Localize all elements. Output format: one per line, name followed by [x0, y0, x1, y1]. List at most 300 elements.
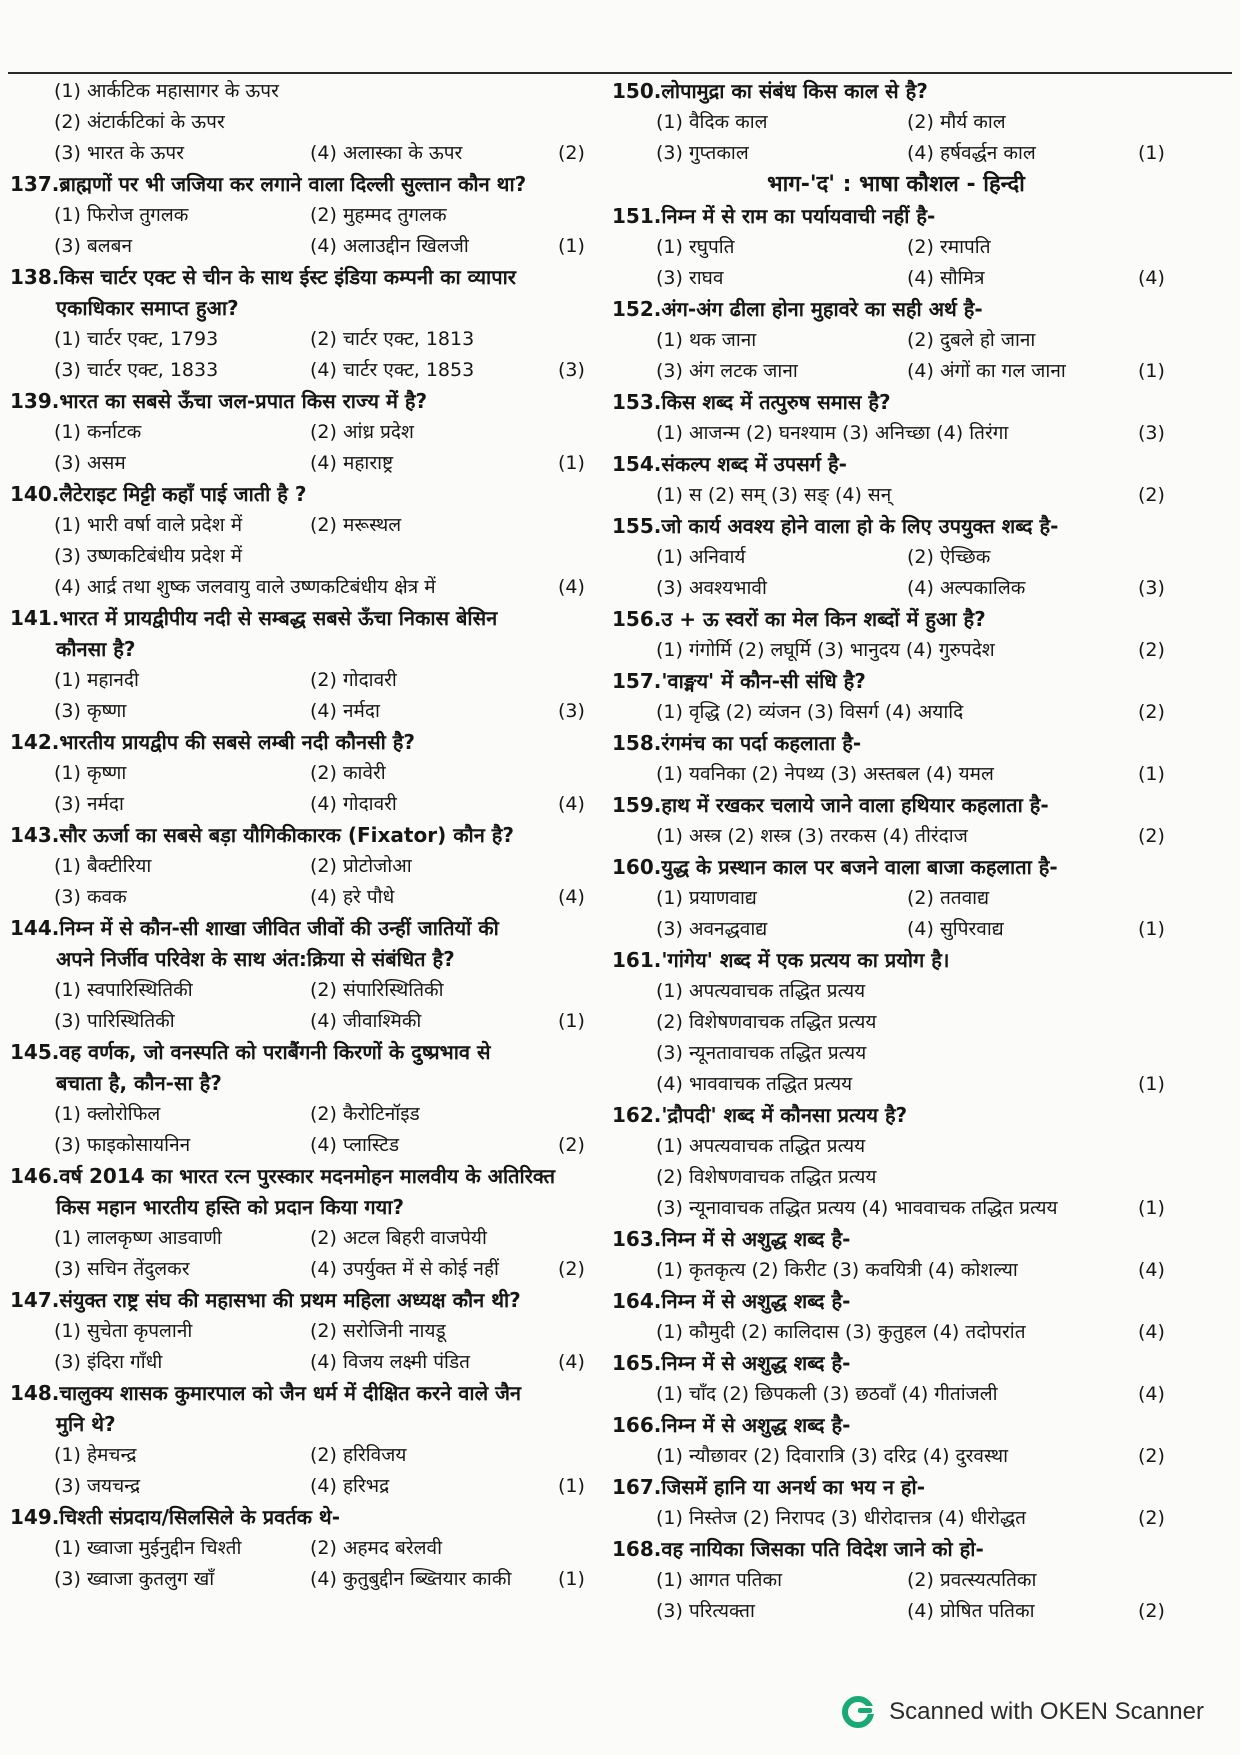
question-stem [10, 913, 608, 944]
question-number: 155. [612, 514, 662, 538]
option-label: (3) असम [54, 452, 126, 474]
question-item [10, 1378, 608, 1502]
option-label: (3) ख्वाजा कुतलुग खाँ [54, 1568, 215, 1590]
option-label: (1) लालकृष्ण आडवाणी [54, 1227, 222, 1249]
option-label: (1) आर्कटिक महासागर के ऊपर [54, 80, 279, 102]
question-number: 146. [10, 1164, 60, 1188]
question-stem [10, 1161, 608, 1192]
question-item [612, 1100, 1180, 1224]
option-row [10, 138, 608, 169]
option-row [10, 107, 608, 138]
question-number: 147. [10, 1288, 60, 1312]
option-row [612, 1069, 1180, 1100]
question-text: रंगमंच का पर्दा कहलाता है- [661, 731, 862, 755]
question-number: 150. [612, 79, 662, 103]
question-text: किस चार्टर एक्ट से चीन के साथ ईस्ट इंडिया कम्पनी का व्यापार [59, 265, 516, 289]
option-row [612, 1441, 1180, 1472]
question-stem [612, 1410, 1180, 1441]
question-stem [612, 449, 1180, 480]
option-label: (1) कौमुदी (2) कालिदास (3) कुतुहल (4) तदोपरांत [656, 1321, 1026, 1343]
question-item [612, 728, 1180, 790]
option-row [10, 882, 608, 913]
option-row [612, 759, 1180, 790]
answer-key: (2) [558, 1134, 585, 1156]
answer-key: (4) [558, 886, 585, 908]
question-number: 164. [612, 1289, 662, 1313]
question-text: निम्न में से अशुद्ध शब्द है- [661, 1227, 851, 1251]
question-item [612, 1410, 1180, 1472]
option-label-pair: (2) ऐच्छिक [907, 546, 991, 568]
option-row [612, 1193, 1180, 1224]
question-item [612, 387, 1180, 449]
option-label-pair: (2) कैरोटिनॉइड [310, 1103, 420, 1125]
answer-key: (4) [558, 1351, 585, 1373]
option-row [10, 510, 608, 541]
option-label: (1) चार्टर एक्ट, 1793 [54, 328, 219, 350]
question-text: उ + ऊ स्वरों का मेल किन शब्दों में हुआ है? [661, 607, 986, 631]
option-label-pair: (4) प्रोषित पतिका [907, 1600, 1035, 1622]
option-row [612, 697, 1180, 728]
option-row [612, 263, 1180, 294]
option-label-pair: (4) नर्मदा [310, 700, 380, 722]
question-item [612, 1224, 1180, 1286]
question-number: 138. [10, 265, 60, 289]
question-number: 158. [612, 731, 662, 755]
answer-key: (4) [558, 793, 585, 815]
option-label: (2) विशेषणवाचक तद्धित प्रत्यय [656, 1166, 877, 1188]
answer-key: (4) [558, 576, 585, 598]
option-row [612, 232, 1180, 263]
option-label: (1) चाँद (2) छिपकली (3) छठवाँ (4) गीतांजली [656, 1383, 998, 1405]
option-label-pair: (2) अहमद बरेलवी [310, 1537, 443, 1559]
option-row [612, 325, 1180, 356]
option-label: (2) अंटार्कटिकां के ऊपर [54, 111, 225, 133]
option-row [612, 1317, 1180, 1348]
question-text: 'द्रौपदी' शब्द में कौनसा प्रत्यय है? [661, 1103, 908, 1127]
question-text: वह नायिका जिसका पति विदेश जाने को हो- [661, 1537, 984, 1561]
option-label: (3) अंग लटक जाना [656, 360, 798, 382]
option-row [10, 355, 608, 386]
option-label: (3) अवनद्धवाद्य [656, 918, 768, 940]
option-label-pair: (4) सौमित्र [907, 267, 985, 289]
option-row [10, 1440, 608, 1471]
answer-key: (2) [1138, 484, 1165, 506]
option-label: (1) आजन्म (2) घनश्याम (3) अनिच्छा (4) तिरंगा [656, 422, 1009, 444]
option-row [612, 635, 1180, 666]
question-number: 166. [612, 1413, 662, 1437]
question-text: लोपामुद्रा का संबंध किस काल से है? [661, 79, 928, 103]
answer-key: (1) [558, 1568, 585, 1590]
option-row [612, 138, 1180, 169]
question-item [10, 1285, 608, 1378]
option-label-pair: (2) दुबले हो जाना [907, 329, 1036, 351]
option-row [612, 821, 1180, 852]
option-row [612, 1007, 1180, 1038]
question-item [10, 386, 608, 479]
question-text-continued: मुनि थे? [56, 1412, 116, 1436]
question-stem [10, 1285, 608, 1316]
option-row [10, 1006, 608, 1037]
top-rule [8, 72, 1232, 74]
option-label-pair: (2) प्रोटोजोआ [310, 855, 412, 877]
question-item [10, 169, 608, 262]
answer-key: (1) [1138, 918, 1165, 940]
option-row [612, 914, 1180, 945]
question-text: भारत का सबसे ऊँचा जल-प्रपात किस राज्य में है? [59, 389, 428, 413]
question-item [10, 76, 608, 169]
question-stem [612, 790, 1180, 821]
answer-key: (2) [1138, 1600, 1165, 1622]
oken-scanner-logo-icon [841, 1694, 877, 1730]
option-label-pair: (2) अटल बिहरी वाजपेयी [310, 1227, 487, 1249]
option-row [10, 975, 608, 1006]
question-number: 148. [10, 1381, 60, 1405]
answer-key: (1) [558, 1475, 585, 1497]
answer-key: (2) [558, 142, 585, 164]
question-text: निम्न में से कौन-सी शाखा जीवित जीवों की उन्हीं जातियों की [59, 916, 499, 940]
right-column [612, 76, 1180, 1627]
option-label: (1) फिरोज तुगलक [54, 204, 189, 226]
question-text: संकल्प शब्द में उपसर्ग है- [661, 452, 847, 476]
option-row [10, 1254, 608, 1285]
option-label-pair: (2) मुहम्मद तुगलक [310, 204, 447, 226]
question-stem [612, 666, 1180, 697]
answer-key: (1) [558, 452, 585, 474]
option-label: (2) विशेषणवाचक तद्धित प्रत्यय [656, 1011, 877, 1033]
question-item [10, 479, 608, 603]
option-label: (1) रघुपति [656, 236, 735, 258]
question-stem [612, 852, 1180, 883]
option-label: (3) भारत के ऊपर [54, 142, 184, 164]
option-row [10, 665, 608, 696]
question-stem [612, 604, 1180, 635]
option-row [10, 1347, 608, 1378]
option-label: (3) चार्टर एक्ट, 1833 [54, 359, 219, 381]
option-label: (1) न्यौछावर (2) दिवारात्रि (3) दरिद्र (4) दुरवस्था [656, 1445, 1009, 1467]
option-row [10, 1564, 608, 1595]
option-label-pair: (4) प्लास्टिड [310, 1134, 400, 1156]
option-label: (1) अपत्यवाचक तद्धित प्रत्यय [656, 980, 866, 1002]
option-label-pair: (4) हरे पौधे [310, 886, 395, 908]
option-row [10, 231, 608, 262]
option-label: (1) वैदिक काल [656, 111, 768, 133]
question-stem [612, 76, 1180, 107]
question-item [612, 790, 1180, 852]
left-column [10, 76, 608, 1595]
option-label-pair: (2) प्रवत्स्यत्पतिका [907, 1569, 1037, 1591]
option-row [612, 356, 1180, 387]
option-label: (3) कृष्णा [54, 700, 127, 722]
question-text: चिश्ती संप्रदाय/सिलसिले के प्रवर्तक थे- [59, 1505, 340, 1529]
question-stem [612, 728, 1180, 759]
option-label: (1) अनिवार्य [656, 546, 746, 568]
question-number: 151. [612, 204, 662, 228]
question-number: 160. [612, 855, 662, 879]
question-text: 'वाङ्मय' में कौन-सी संधि है? [661, 669, 866, 693]
question-stem [10, 820, 608, 851]
question-text: किस शब्द में तत्पुरुष समास है? [661, 390, 891, 414]
option-row [10, 541, 608, 572]
question-text: भारतीय प्रायद्वीप की सबसे लम्बी नदी कौनसी है? [59, 730, 416, 754]
option-row [612, 573, 1180, 604]
question-number: 161. [612, 948, 662, 972]
question-stem [612, 387, 1180, 418]
question-item [10, 1502, 608, 1595]
question-text: जो कार्य अवश्य होने वाला हो के लिए उपयुक्त शब्द है- [661, 514, 1059, 538]
option-label: (1) हेमचन्द्र [54, 1444, 137, 1466]
question-number: 165. [612, 1351, 662, 1375]
option-label: (1) कर्नाटक [54, 421, 142, 443]
scanner-footer [841, 1692, 1204, 1732]
option-label-pair: (2) मौर्य काल [907, 111, 1006, 133]
answer-key: (4) [1138, 267, 1165, 289]
question-stem [612, 1472, 1180, 1503]
question-text: निम्न में से अशुद्ध शब्द है- [661, 1413, 851, 1437]
option-label: (1) भारी वर्षा वाले प्रदेश में [54, 514, 243, 536]
option-label-pair: (4) अंगों का गल जाना [907, 360, 1066, 382]
question-item [612, 1534, 1180, 1627]
question-stem [612, 1348, 1180, 1379]
question-item [612, 294, 1180, 387]
question-number: 156. [612, 607, 662, 631]
answer-key: (1) [1138, 1197, 1165, 1219]
question-stem [10, 169, 608, 200]
question-text: वह वर्णक, जो वनस्पति को पराबैंगनी किरणों के दुष्प्रभाव से [59, 1040, 491, 1064]
option-label-pair: (2) गोदावरी [310, 669, 397, 691]
question-number: 168. [612, 1537, 662, 1561]
question-stem [10, 1037, 608, 1068]
option-label: (1) थक जाना [656, 329, 757, 351]
option-label: (3) परित्यक्ता [656, 1600, 755, 1622]
question-number: 143. [10, 823, 60, 847]
answer-key: (3) [558, 359, 585, 381]
question-stem [612, 1534, 1180, 1565]
answer-key: (3) [1138, 577, 1165, 599]
question-stem [612, 945, 1180, 976]
question-number: 154. [612, 452, 662, 476]
option-label: (3) सचिन तेंदुलकर [54, 1258, 190, 1280]
question-number: 141. [10, 606, 60, 630]
question-text-continued: बचाता है, कौन-सा है? [56, 1071, 222, 1095]
option-label: (1) स (2) सम् (3) सङ् (4) सन् [656, 484, 892, 506]
question-item [612, 852, 1180, 945]
option-label-pair: (4) अलाउद्दीन खिलजी [310, 235, 469, 257]
option-label: (1) आगत पतिका [656, 1569, 782, 1591]
option-row [10, 1533, 608, 1564]
answer-key: (2) [558, 1258, 585, 1280]
option-label: (3) पारिस्थितिकी [54, 1010, 175, 1032]
option-label: (1) प्रयाणवाद्य [656, 887, 757, 909]
option-row [612, 107, 1180, 138]
option-row [612, 1038, 1180, 1069]
option-label-pair: (2) मरूस्थल [310, 514, 402, 536]
question-item [10, 1161, 608, 1285]
option-row [10, 572, 608, 603]
question-text: ब्राह्मणों पर भी जजिया कर लगाने वाला दिल्ली सुल्तान कौन था? [59, 172, 527, 196]
option-row [10, 417, 608, 448]
question-stem [10, 1378, 608, 1409]
question-stem [10, 1502, 608, 1533]
option-label-pair: (2) चार्टर एक्ट, 1813 [310, 328, 475, 350]
option-label: (4) आर्द्र तथा शुष्क जलवायु वाले उष्णकटिबंधीय क्षेत्र में [54, 576, 436, 598]
option-row [612, 1565, 1180, 1596]
option-label: (1) अस्त्र (2) शस्त्र (3) तरकस (4) तीरंदाज [656, 825, 968, 847]
option-label: (3) इंदिरा गाँधी [54, 1351, 163, 1373]
option-label: (1) अपत्यवाचक तद्धित प्रत्यय [656, 1135, 866, 1157]
question-item [10, 727, 608, 820]
option-label: (1) कृष्णा [54, 762, 127, 784]
question-item [612, 1286, 1180, 1348]
scanner-label: Scanned with OKEN Scanner [889, 1698, 1204, 1725]
option-label-pair: (4) उपर्युक्त में से कोई नहीं [310, 1258, 499, 1280]
question-number: 140. [10, 482, 60, 506]
question-text: सौर ऊर्जा का सबसे बड़ा यौगिकीकारक (Fixator) कौन है? [59, 823, 515, 847]
question-text-continued: किस महान भारतीय हस्ति को प्रदान किया गया? [56, 1195, 405, 1219]
question-item [612, 449, 1180, 511]
question-number: 145. [10, 1040, 60, 1064]
question-text: अंग-अंग ढीला होना मुहावरे का सही अर्थ है- [661, 297, 983, 321]
option-label-pair: (4) हर्षवर्द्धन काल [907, 142, 1036, 164]
question-text: लैटेराइट मिट्टी कहाँ पाई जाती है ? [59, 482, 307, 506]
option-label: (3) कवक [54, 886, 127, 908]
option-row [612, 1379, 1180, 1410]
answer-key: (4) [1138, 1383, 1165, 1405]
option-label-pair: (4) अलास्का के ऊपर [310, 142, 463, 164]
option-row [10, 1316, 608, 1347]
option-label: (3) गुप्तकाल [656, 142, 749, 164]
answer-key: (4) [1138, 1259, 1165, 1281]
answer-key: (1) [1138, 360, 1165, 382]
question-text: चालुक्य शासक कुमारपाल को जैन धर्म में दीक्षित करने वाले जैन [59, 1381, 522, 1405]
option-row [10, 200, 608, 231]
answer-key: (4) [1138, 1321, 1165, 1343]
option-label-pair: (4) महाराष्ट्र [310, 452, 394, 474]
question-stem [10, 479, 608, 510]
option-row [10, 324, 608, 355]
answer-key: (2) [1138, 1445, 1165, 1467]
option-label: (1) कृतकृत्य (2) किरीट (3) कवयित्री (4) कोशल्या [656, 1259, 1018, 1281]
question-stem [612, 201, 1180, 232]
option-row [612, 1503, 1180, 1534]
question-stem [612, 1100, 1180, 1131]
question-item [10, 913, 608, 1037]
question-stem [10, 262, 608, 293]
question-item [612, 1348, 1180, 1410]
question-number: 152. [612, 297, 662, 321]
option-label: (3) न्यूनावाचक तद्धित प्रत्यय (4) भाववाचक तद्धित प्रत्यय [656, 1197, 1058, 1219]
question-text: निम्न में से राम का पर्यायवाची नहीं है- [661, 204, 936, 228]
question-text: हाथ में रखकर चलाये जाने वाला हथियार कहलाता है- [661, 793, 1049, 817]
question-number: 144. [10, 916, 60, 940]
question-item [612, 511, 1180, 604]
option-row [10, 1130, 608, 1161]
option-row [10, 1223, 608, 1254]
question-item [10, 1037, 608, 1161]
option-label: (1) बैक्टीरिया [54, 855, 152, 877]
answer-key: (1) [558, 235, 585, 257]
option-label: (1) निस्तेज (2) निरापद (3) धीरोदात्तत्र (4) धीरोद्धत [656, 1507, 1026, 1529]
option-row [10, 696, 608, 727]
question-text: जिसमें हानि या अनर्थ का भय न हो- [661, 1475, 926, 1499]
question-stem [10, 727, 608, 758]
question-number: 163. [612, 1227, 662, 1251]
question-stem [612, 1224, 1180, 1255]
option-row [10, 1099, 608, 1130]
option-label: (3) अवश्यभावी [656, 577, 767, 599]
option-label-pair: (2) संपारिस्थितिकी [310, 979, 444, 1001]
option-row [10, 448, 608, 479]
option-row [612, 542, 1180, 573]
question-number: 159. [612, 793, 662, 817]
answer-key: (3) [1138, 422, 1165, 444]
answer-key: (2) [1138, 639, 1165, 661]
question-item [612, 604, 1180, 666]
answer-key: (1) [1138, 1073, 1165, 1095]
option-row [612, 1131, 1180, 1162]
option-label: (1) क्लोरोफिल [54, 1103, 161, 1125]
question-stem [612, 511, 1180, 542]
option-label-pair: (4) अल्पकालिक [907, 577, 1026, 599]
option-row [612, 1255, 1180, 1286]
answer-key: (2) [1138, 701, 1165, 723]
option-label-pair: (4) विजय लक्ष्मी पंडित [310, 1351, 470, 1373]
question-item [612, 945, 1180, 1100]
option-label-pair: (2) हरिविजय [310, 1444, 407, 1466]
option-label-pair: (4) जीवाश्मिकी [310, 1010, 422, 1032]
option-label-pair: (4) चार्टर एक्ट, 1853 [310, 359, 475, 381]
option-label: (1) सुचेता कृपलानी [54, 1320, 193, 1342]
option-row [612, 976, 1180, 1007]
option-label: (1) यवनिका (2) नेपथ्य (3) अस्तबल (4) यमल [656, 763, 994, 785]
option-label-pair: (2) ततवाद्य [907, 887, 990, 909]
question-item [10, 820, 608, 913]
question-number: 157. [612, 669, 662, 693]
option-label-pair: (4) गोदावरी [310, 793, 397, 815]
option-label: (1) गंगोर्मि (2) लघूर्मि (3) भानुदय (4) गुरुपदेश [656, 639, 995, 661]
option-row [612, 418, 1180, 449]
option-row [612, 1162, 1180, 1193]
option-label: (3) राघव [656, 267, 724, 289]
answer-key: (1) [558, 1010, 585, 1032]
option-label: (1) ख्वाजा मुईनुद्दीन चिश्ती [54, 1537, 242, 1559]
question-item [612, 76, 1180, 169]
answer-key: (2) [1138, 825, 1165, 847]
option-row [10, 1471, 608, 1502]
question-text: वर्ष 2014 का भारत रत्न पुरस्कार मदनमोहन मालवीय के अतिरिक्त [59, 1164, 556, 1188]
answer-key: (3) [558, 700, 585, 722]
question-number: 149. [10, 1505, 60, 1529]
option-label: (3) न्यूनतावाचक तद्धित प्रत्यय [656, 1042, 867, 1064]
question-text: संयुक्त राष्ट्र संघ की महासभा की प्रथम महिला अध्यक्ष कौन थी? [59, 1288, 521, 1312]
question-item [612, 1472, 1180, 1534]
question-item [10, 603, 608, 727]
answer-key: (1) [1138, 763, 1165, 785]
question-text: निम्न में से अशुद्ध शब्द है- [661, 1351, 851, 1375]
option-label: (3) बलबन [54, 235, 133, 257]
answer-key: (2) [1138, 1507, 1165, 1529]
question-stem [10, 386, 608, 417]
answer-key: (1) [1138, 142, 1165, 164]
question-text: भारत में प्रायद्वीपीय नदी से सम्बद्ध सबसे ऊँचा निकास बेसिन [59, 606, 498, 630]
question-text: 'गांगेय' शब्द में एक प्रत्यय का प्रयोग है। [661, 948, 950, 972]
option-row [10, 851, 608, 882]
option-label: (1) वृद्धि (2) व्यंजन (3) विसर्ग (4) अयादि [656, 701, 964, 723]
option-label: (4) भाववाचक तद्धित प्रत्यय [656, 1073, 853, 1095]
question-text-continued: अपने निर्जीव परिवेश के साथ अंत:क्रिया से संबंधित है? [56, 947, 455, 971]
question-text: युद्ध के प्रस्थान काल पर बजने वाला बाजा कहलाता है- [661, 855, 1058, 879]
question-number: 137. [10, 172, 60, 196]
question-text-continued: कौनसा है? [56, 637, 136, 661]
